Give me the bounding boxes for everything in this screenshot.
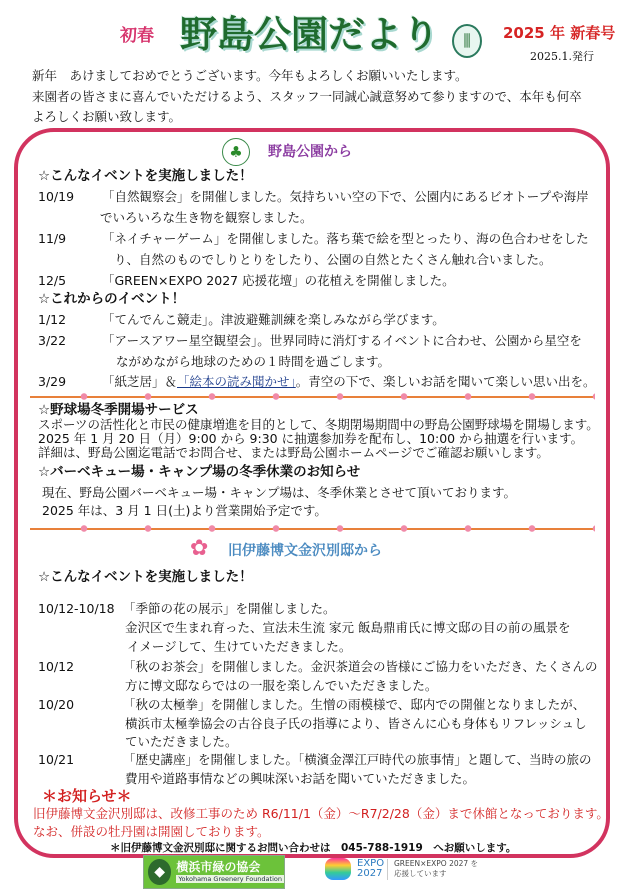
- event-text-post: 。青空の下で、楽しいお話を聞いて楽しい思い出を。: [295, 374, 596, 389]
- contact-info: ＊旧伊藤博文金沢別邸に関するお問い合わせは 045-788-1919 へお願いします。: [110, 842, 517, 854]
- baseball-heading: ☆野球場冬季開場サービス: [38, 402, 199, 418]
- notice-text: なお、併設の牡丹園は開園しております。: [33, 824, 270, 839]
- event-text: り、自然のものでしりとりをしたり、公園の自然とたくさん触れ合いました。: [114, 252, 552, 267]
- pine-icon: ♣: [222, 138, 250, 166]
- hatsuharu-label: 初春: [120, 26, 154, 46]
- future-events-heading: ☆これからのイベント！: [38, 291, 186, 307]
- event-date: 10/12-10/18: [38, 601, 115, 616]
- bbq-heading: ☆バーベキュー場・キャンプ場の冬季休業のお知らせ: [38, 464, 361, 480]
- greeting-line: よろしくお願い致します。: [32, 109, 182, 124]
- greeting-line: 来園者の皆さまに喜んでいただけるよう、スタッフ一同誠心誠意努めて参りますので、本年も何卒: [32, 89, 582, 104]
- issue-label: 2025 年 新春号: [503, 24, 616, 42]
- section-heading-ito: 旧伊藤博文金沢別邸から: [228, 543, 382, 559]
- park-emblem-icon: ⫼: [452, 24, 482, 58]
- event-text: 「自然観察会」を開催しました。気持ちいい空の下で、公園内にあるビオトープや海岸: [102, 189, 589, 204]
- baseball-text: 2025 年 1 月 20 日（月）9:00 から 9:30 に抽選参加券を配布し、10:00 から抽選を行います。: [38, 431, 584, 446]
- event-text: 「アースアワー星空観望会」。世界同時に消灯するイベントに合わせ、公園から星空を: [102, 333, 582, 348]
- event-date: 10/12: [38, 659, 75, 674]
- notice-text: 旧伊藤博文金沢別邸は、改修工事のため R6/11/1（金）～R7/2/28（金）まで休館となっております。: [33, 806, 609, 821]
- baseball-text: スポーツの活性化と市民の健康増進を目的として、冬期閉場期間中の野島公園野球場を開場します。: [38, 417, 599, 432]
- event-text: 「季節の花の展示」を開催しました。: [123, 601, 336, 616]
- newsletter-title: 野島公園だより: [180, 13, 439, 56]
- past-events-heading: ☆こんなイベントを実施しました！: [38, 168, 253, 184]
- yokohama-greenery-logo: [143, 855, 285, 889]
- event-text: イメージして、生けていただきました。: [127, 639, 352, 654]
- event-date: 10/20: [38, 697, 75, 712]
- event-text-pre: 「紙芝居」＆: [102, 374, 178, 389]
- picture-book-link[interactable]: 「絵本の読み聞かせ」: [177, 374, 296, 389]
- bbq-text: 2025 年は、3 月 1 日(土)より営業開始予定です。: [42, 503, 327, 518]
- org-name-en: Yokohama Greenery Foundation: [178, 874, 282, 883]
- event-text: 「GREEN×EXPO 2027 応援花壇」の花植えを開催しました。: [102, 273, 455, 288]
- expo-mark-text: EXPO 2027: [357, 858, 385, 879]
- publish-date: 2025.1.発行: [530, 50, 594, 63]
- event-date: 3/29: [38, 374, 67, 389]
- event-text: 費用や道路事情などの興味深いお話を聞いていただきました。: [125, 771, 476, 786]
- event-date: 12/5: [38, 273, 67, 288]
- notice-heading: ＊お知らせ＊: [42, 787, 132, 805]
- event-text: 「秋のお茶会」を開催しました。金沢茶道会の皆様にご協力をいただき、たくさんの: [123, 659, 598, 674]
- org-name-jp: 横浜市緑の協会: [176, 859, 261, 874]
- event-text: 「歴史講座」を開催しました。「横濱金澤江戸時代の旅事情」と題して、当時の旅の: [123, 752, 592, 767]
- event-date: 3/22: [38, 333, 67, 348]
- baseball-text: 詳細は、野島公園迄電話でお問合せ、または野島公園ホームページでご確認お願いします。: [38, 445, 549, 460]
- event-text: 「ネイチャーゲーム」を開催しました。落ち葉で絵を型とったり、海の色合わせをした: [102, 231, 589, 246]
- event-date: 10/21: [38, 752, 75, 767]
- past-events-heading: ☆こんなイベントを実施しました！: [38, 569, 253, 585]
- event-text: 「秋の太極拳」を開催しました。生憎の雨模様で、邸内での開催となりましたが、: [123, 697, 586, 712]
- event-text: 「てんでんこ競走」。津波避難訓練を楽しみながら学びます。: [102, 312, 445, 327]
- expo-2027-logo: [325, 858, 478, 880]
- greeting-line: 新年 あけましておめでとうございます。今年もよろしくお願いいたします。: [32, 68, 468, 83]
- event-text: 方に博文邸ならではの一服を楽しんでいただきました。: [125, 678, 438, 693]
- expo-mark-icon: [325, 858, 351, 880]
- bbq-text: 現在、野島公園バーベキュー場・キャンプ場は、冬季休業とさせて頂いております。: [42, 485, 517, 500]
- event-date: 10/19: [38, 189, 75, 204]
- event-date: 11/9: [38, 231, 67, 246]
- event-text: ながめながら地球のための１時間を過ごします。: [116, 354, 391, 369]
- event-text: ていただきました。: [125, 734, 238, 749]
- event-date: 1/12: [38, 312, 67, 327]
- decorative-border: [30, 524, 595, 533]
- event-text: 横浜市太極拳協会の古谷良子氏の指導により、皆さんに心も身体もリフレッシュし: [125, 716, 587, 731]
- peony-icon: ✿: [190, 536, 209, 561]
- decorative-border: [30, 392, 595, 401]
- event-text: [102, 376, 596, 389]
- event-text: 金沢区で生まれ育った、宣法未生流 家元 飯島鼎甫氏に博文邸の目の前の風景を: [125, 620, 571, 635]
- greenery-emblem-icon: ◆: [148, 859, 171, 885]
- expo-support-text: GREEN×EXPO 2027 を: [394, 858, 479, 868]
- event-text: でいろいろな生き物を観察しました。: [100, 210, 313, 225]
- expo-support-text: 応援しています: [394, 869, 447, 878]
- section-heading-nojima: 野島公園から: [268, 144, 352, 160]
